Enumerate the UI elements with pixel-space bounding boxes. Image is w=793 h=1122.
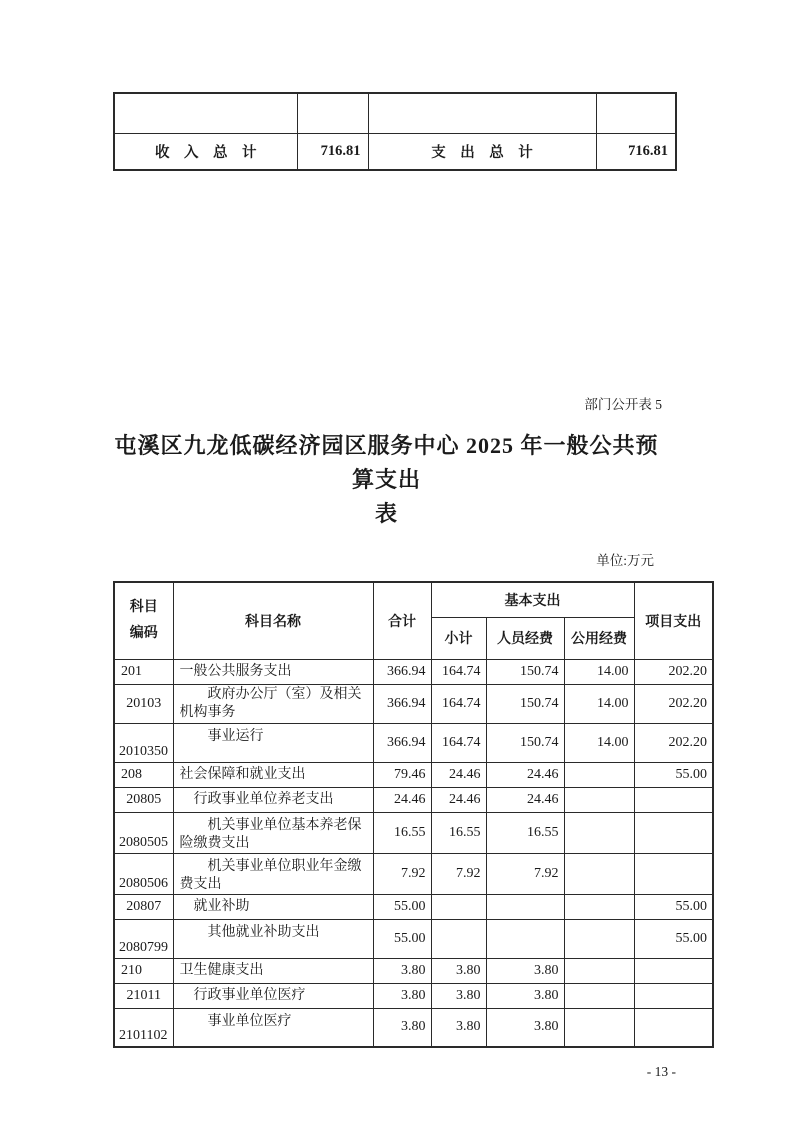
- project-cell: [634, 983, 713, 1008]
- public-cell: [564, 919, 634, 958]
- public-cell: [564, 983, 634, 1008]
- table-row: [114, 812, 713, 853]
- name-cell: 事业运行: [173, 723, 373, 762]
- code-cell: 208: [114, 762, 173, 787]
- total-cell: 3.80: [373, 958, 431, 983]
- page-title-line1: 屯溪区九龙低碳经济园区服务中心 2025 年一般公共预算支出: [114, 433, 659, 492]
- budget-table-header: [114, 582, 713, 659]
- subtotal-cell: 164.74: [431, 723, 486, 762]
- page-title: [113, 429, 712, 531]
- header-row-top: [114, 582, 713, 617]
- subtotal-cell: 3.80: [431, 958, 486, 983]
- personnel-cell: 150.74: [486, 659, 564, 684]
- personnel-cell: 24.46: [486, 787, 564, 812]
- code-cell: 20807: [114, 894, 173, 919]
- header-subtotal: 小计: [431, 617, 486, 659]
- name-cell: 一般公共服务支出: [173, 659, 373, 684]
- public-cell: [564, 787, 634, 812]
- public-cell: 14.00: [564, 684, 634, 723]
- name-cell: 社会保障和就业支出: [173, 762, 373, 787]
- code-cell: 2080799: [114, 919, 173, 958]
- subtotal-cell: [431, 894, 486, 919]
- name-cell: 政府办公厅（室）及相关机构事务: [173, 684, 373, 723]
- personnel-cell: 3.80: [486, 1008, 564, 1047]
- name-cell: 行政事业单位医疗: [173, 983, 373, 1008]
- name-cell: 机关事业单位职业年金缴费支出: [173, 853, 373, 894]
- table-row: [114, 919, 713, 958]
- header-basic-group: 基本支出: [431, 582, 634, 617]
- total-cell: 79.46: [373, 762, 431, 787]
- subtotal-cell: 164.74: [431, 659, 486, 684]
- public-cell: [564, 853, 634, 894]
- total-cell: 3.80: [373, 983, 431, 1008]
- project-cell: [634, 853, 713, 894]
- personnel-cell: 3.80: [486, 983, 564, 1008]
- total-cell: 55.00: [373, 919, 431, 958]
- public-cell: 14.00: [564, 723, 634, 762]
- total-cell: 55.00: [373, 894, 431, 919]
- code-cell: 2010350: [114, 723, 173, 762]
- name-cell: 卫生健康支出: [173, 958, 373, 983]
- personnel-cell: 150.74: [486, 684, 564, 723]
- summary-empty-row: [114, 93, 676, 133]
- total-cell: 24.46: [373, 787, 431, 812]
- table-row: [114, 762, 713, 787]
- public-cell: 14.00: [564, 659, 634, 684]
- project-cell: 55.00: [634, 919, 713, 958]
- page-title-line2: 表: [374, 501, 398, 526]
- public-cell: [564, 762, 634, 787]
- personnel-cell: 150.74: [486, 723, 564, 762]
- expense-total-value: 716.81: [596, 133, 676, 170]
- public-cell: [564, 894, 634, 919]
- subtotal-cell: 164.74: [431, 684, 486, 723]
- project-cell: [634, 812, 713, 853]
- public-cell: [564, 812, 634, 853]
- subtotal-cell: 16.55: [431, 812, 486, 853]
- code-cell: 20805: [114, 787, 173, 812]
- public-cell: [564, 1008, 634, 1047]
- code-cell: 210: [114, 958, 173, 983]
- name-cell: 行政事业单位养老支出: [173, 787, 373, 812]
- total-cell: 7.92: [373, 853, 431, 894]
- project-cell: 55.00: [634, 894, 713, 919]
- table-row: [114, 684, 713, 723]
- page-number: - 13 -: [646, 1064, 676, 1079]
- project-cell: [634, 787, 713, 812]
- empty-cell: [114, 93, 297, 133]
- code-cell: 2080506: [114, 853, 173, 894]
- header-total: 合计: [373, 582, 431, 659]
- total-cell: 16.55: [373, 812, 431, 853]
- table-row: [114, 894, 713, 919]
- total-cell: 366.94: [373, 659, 431, 684]
- total-cell: 3.80: [373, 1008, 431, 1047]
- income-total-value: 716.81: [297, 133, 368, 170]
- personnel-cell: 24.46: [486, 762, 564, 787]
- empty-cell: [297, 93, 368, 133]
- name-cell: 其他就业补助支出: [173, 919, 373, 958]
- project-cell: 202.20: [634, 659, 713, 684]
- unit-label: 单位:万元: [596, 553, 654, 568]
- table-number-label: 部门公开表 5: [584, 397, 662, 412]
- subtotal-cell: 3.80: [431, 983, 486, 1008]
- subtotal-cell: [431, 919, 486, 958]
- public-cell: [564, 958, 634, 983]
- header-public: 公用经费: [564, 617, 634, 659]
- budget-table-body: [114, 659, 713, 1047]
- table-row: [114, 723, 713, 762]
- code-cell: 2080505: [114, 812, 173, 853]
- project-cell: 55.00: [634, 762, 713, 787]
- name-cell: 事业单位医疗: [173, 1008, 373, 1047]
- table-row: [114, 659, 713, 684]
- summary-total-row: [114, 133, 676, 170]
- project-cell: 202.20: [634, 684, 713, 723]
- header-code: [114, 582, 173, 659]
- header-code-line1: 科目: [129, 599, 158, 615]
- code-cell: 2101102: [114, 1008, 173, 1047]
- table-row: [114, 853, 713, 894]
- subtotal-cell: 3.80: [431, 1008, 486, 1047]
- code-cell: 20103: [114, 684, 173, 723]
- personnel-cell: [486, 919, 564, 958]
- income-total-label: 收 入 总 计: [114, 133, 297, 170]
- header-name: 科目名称: [173, 582, 373, 659]
- table-row: [114, 983, 713, 1008]
- project-cell: [634, 1008, 713, 1047]
- name-cell: 机关事业单位基本养老保险缴费支出: [173, 812, 373, 853]
- personnel-cell: 3.80: [486, 958, 564, 983]
- name-cell: 就业补助: [173, 894, 373, 919]
- subtotal-cell: 7.92: [431, 853, 486, 894]
- table-row: [114, 1008, 713, 1047]
- project-cell: [634, 958, 713, 983]
- header-project: 项目支出: [634, 582, 713, 659]
- header-personnel: 人员经费: [486, 617, 564, 659]
- total-cell: 366.94: [373, 684, 431, 723]
- personnel-cell: 16.55: [486, 812, 564, 853]
- code-cell: 201: [114, 659, 173, 684]
- expense-total-label: 支 出 总 计: [368, 133, 596, 170]
- personnel-cell: 7.92: [486, 853, 564, 894]
- personnel-cell: [486, 894, 564, 919]
- header-code-line2: 编码: [129, 625, 158, 641]
- budget-table: [113, 581, 714, 1048]
- code-cell: 21011: [114, 983, 173, 1008]
- empty-cell: [596, 93, 676, 133]
- table-row: [114, 958, 713, 983]
- total-cell: 366.94: [373, 723, 431, 762]
- summary-table: [113, 92, 677, 171]
- subtotal-cell: 24.46: [431, 762, 486, 787]
- project-cell: 202.20: [634, 723, 713, 762]
- table-row: [114, 787, 713, 812]
- subtotal-cell: 24.46: [431, 787, 486, 812]
- empty-cell: [368, 93, 596, 133]
